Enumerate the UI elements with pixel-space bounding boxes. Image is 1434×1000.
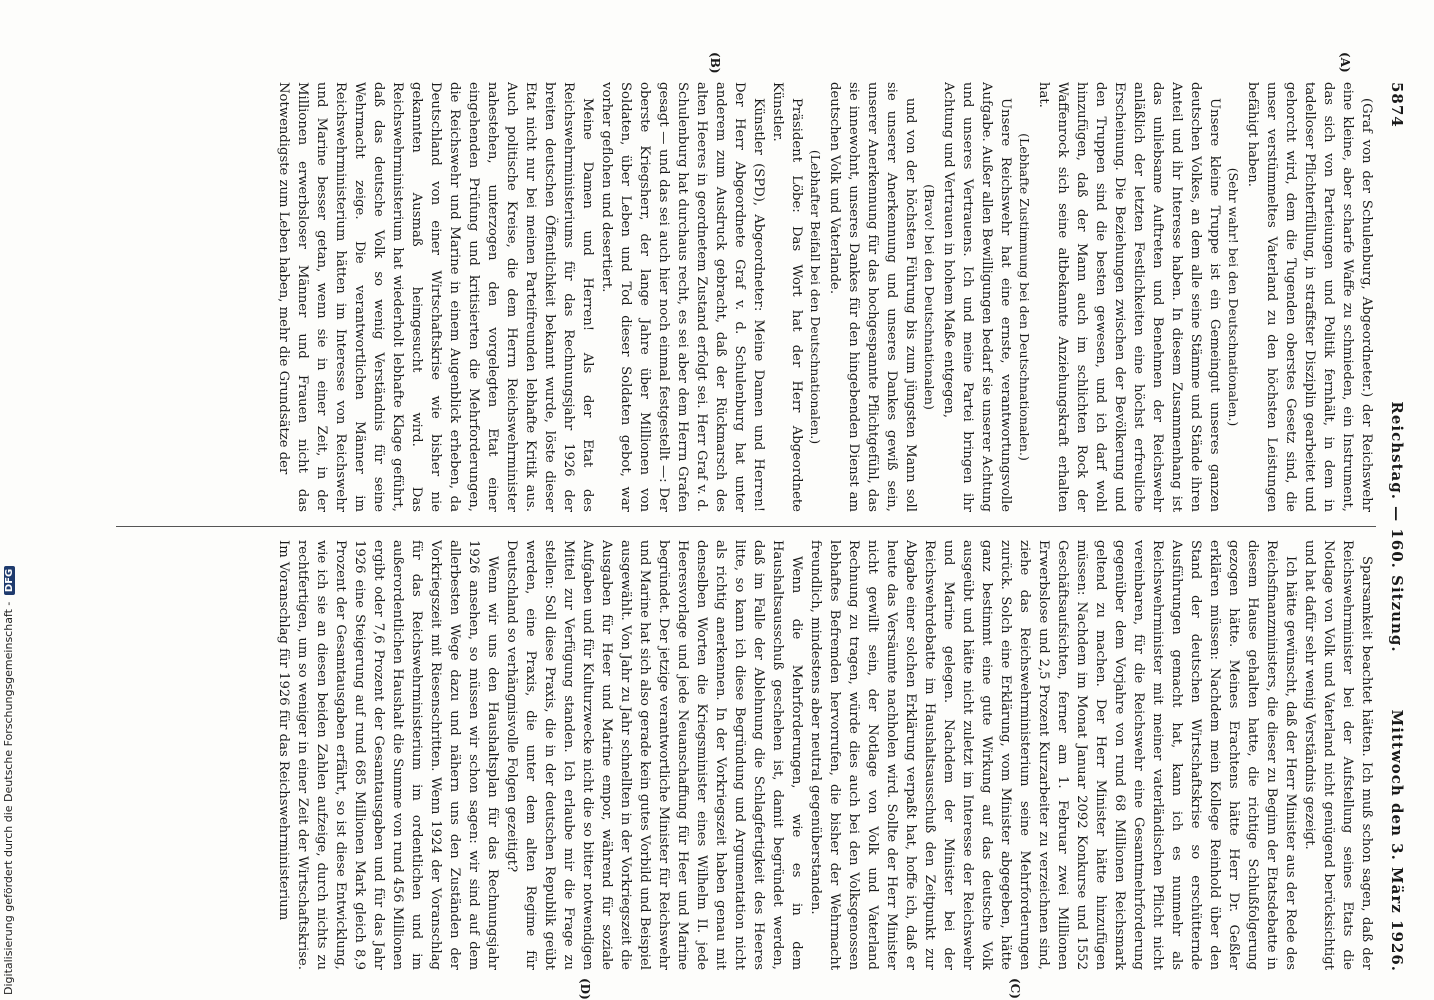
paragraph: (Graf von der Schulenburg, Abgeordneter.) der Reichswehr eine kleine, aber scharfe Waffe zu schmieden, ein Instrument, das sich von Parteiungen und Politik fernhält, in dem in tadelloser Pflichterfüllung, in straffster Disziplin gearbeitet und gehorcht wird, dem die Tugenden oberstes Gesetz sind, die unser verstümmeltes Vaterland zu den höchsten Leistungen befähigt haben. (1245, 82, 1374, 512)
paragraph: Wenn wir uns den Haushaltsplan für das Rechnungsjahr 1926 ansehen, so müssen wir schon sagen: wir sind auf dem allerbesten Wege dazu und nähern uns den Zuständen der Vorkriegszeit mit Riesenschritten. Wenn 1924 der Voranschlag für das Reichswehrministerium im ordentlichen und im außerordentlichen Haushalt die Summe von rund 456 Millionen ergibt oder 7,6 Prozent der Gesamtausgaben und für das Jahr 1926 eine Steigerung auf rund 685 Millionen Mark gleich 8,9 Prozent der Gesamtausgaben erfährt, so ist diese Entwicklung, wie ich sie an diesen beiden Zahlen aufzeige, durch nichts zu rechtfertigen, um so weniger in einer Zeit der Wirtschaftskrise. Im Voranschlag für 1926 für das Reichswehrministerium (276, 540, 500, 970)
rotated-page-content (112, 52, 1412, 1000)
paragraph: Wenn die Mehrforderungen, wie es in dem Haushaltsausschuß geschehen ist, damit begründet werden, daß im Falle der Ablehnung die Schlagfertigkeit des Heeres litte, so kann ich diese Begründung und Argumentation nicht als richtig anerkennen. In der Vorkriegszeit haben genau mit denselben Worten die Kriegsminister eines Wilhelm II. jede Heeresvorlage und jede Neuanschaffung für Heer und Marine begründet. Der jetzige verantwortliche Minister für Reichswehr und Marine hat sich also gerade kein gutes Vorbild und Beispiel ausgewählt. Von Jahr zu Jahr schnellten in der Vorkriegszeit die Ausgaben für Heer und Marine empor, während für soziale Aufgaben und für Kulturzwecke nicht die so bitter notwendigen Mittel zur Verfügung standen. Ich erlaube mir die Frage zu stellen: Soll diese Praxis, die in der deutschen Republik geübt werden, eine Praxis, die unter dem alten Regime für Deutschland so verhängnisvolle Folgen gezeitigt? (504, 540, 804, 970)
margin-marker-d: (D) (578, 978, 592, 1000)
paragraph: Sparsamkeit beachtet hätten. Ich muß schon sagen, daß der Reichswehrminister bei der Aufstellung seines Etats die Notlage von Volk und Vaterland nicht genügend berücksichtigt und hat dafür sehr wenig Verständnis gezeigt. (1302, 540, 1374, 970)
column-divider (116, 526, 1376, 527)
paragraph: und von der höchsten Führung bis zum jüngsten Mann soll sie unserer Anerkennung und unseres Dankes gewiß sein, unserer Anerkennung für das hochgespannte Pflichtgefühl, das sie innewohnt, unseres Dankes für den hingebenden Dienst am deutschen Volk und Vaterlande. (827, 82, 918, 512)
stage-direction: (Lebhafte Zustimmung bei den Deutschnationalen.) (1017, 133, 1032, 461)
paragraph: Ich hätte gewünscht, daß der Herr Minister aus der Rede des Reichsfinanzministers, die dieser zu Beginn der Etatsdebatte in diesem Hause gehalten hatte, die richtige Schlußfolgerung gezogen hätte. Meines Erachtens hätte Herr Dr. Geßler erklären müssen: Nachdem mein Kollege Reinhold über den Stand der deutschen Wirtschaftskrise so erschütternde Ausführungen gemacht hat, kann ich es nunmehr als Reichswehrminister mit meiner vaterländischen Pflicht nicht vereinbaren, für die Reichswehr eine Gesamtmehrforderung gegenüber dem Vorjahre von rund 68 Millionen Reichsmark geltend zu machen. Der Herr Minister hätte hinzufügen müssen: Nachdem im Monat Januar 2092 Konkurse und 1552 Geschäftsaufsichten, ferner am 1. Februar zwei Millionen Erwerbslose und 2,5 Prozent Kurzarbeiter zu verzeichnen sind, ziehe das Reichswehrministerium seine Mehrforderungen zurück. Solch eine Erklärung, vom Minister abgegeben, hätte ganz bestimmt eine gute Wirkung auf das deutsche Volk ausgeübt und hätte nicht zuletzt im Interesse der Reichswehr und Marine gelegen. Nachdem der Minister bei der Reichswehrdebatte im Haushaltsausschuß den Zeitpunkt zur Abgabe einer solchen Erklärung verpaßt hat, hoffe ich, daß er heute das Versäumte nachholen wird. Sollte der Herr Minister nicht gewillt sein, der Notlage von Volk und Vaterland Rechnung zu tragen, würde dies auch bei den Volksgenossen lebhaftes Befremden hervorrufen, die bisher der Wehrmacht freundlich, mindestens aber neutral gegenüberstanden. (808, 540, 1298, 970)
stage-direction: (Bravo! bei den Deutschnationalen) (922, 184, 937, 410)
margin-marker-b: (B) (708, 52, 722, 74)
footer-text: Digitalisierung gefördert durch die Deutsche Forschungsgemeinschaft - (2, 601, 15, 995)
page-number: 5874 (1388, 82, 1406, 128)
running-header (1380, 82, 1412, 972)
left-text-column (116, 82, 1376, 512)
stage-direction: (Sehr wahr! bei den Deutschnationalen.) (1226, 167, 1241, 427)
paragraph: Präsident Löbe: Das Wort hat der Herr Abgeordnete Künstler. (770, 82, 804, 512)
session-date: Mittwoch den 3. März 1926. (1388, 709, 1406, 972)
right-text-column (116, 540, 1376, 970)
margin-marker-a: (A) (1338, 52, 1352, 73)
paragraph: Künstler (SPD), Abgeordneter: Meine Damen und Herren! Der Herr Abgeordnete Graf v. d. Schulenburg hat unter anderem zum Ausdruck gebracht, daß der Rückmarsch des alten Heeres in geordnetem Zustand erfolgt sei. Herr Graf v. d. Schulenburg hat durchaus recht, es sei aber dem Herrn Grafen gesagt — und das sei auch hier noch einmal festgestellt —: Der oberste Kriegsherr, der lange Jahre über Millionen von Soldaten, über Leben und Tod dieser Soldaten gebot, war vorher geflohen und desertiert. (599, 82, 766, 512)
stage-direction: (Lebhafter Beifall bei den Deutschnationalen.) (808, 149, 823, 445)
margin-marker-c: (C) (1008, 978, 1022, 999)
paragraph: Unsere kleine Truppe ist ein Gemeingut unseres ganzen deutschen Volkes, an dem alle seine Stämme und Stände ihren Anteil und ihr Interesse haben. In diesem Zusammenhang ist das unliebsame Auftreten und Benehmen der Reichswehr anläßlich der letzten Festlichkeiten eine höchst erfreuliche Erscheinung. Die Beziehungen zwischen der Bevölkerung und den Truppen sind die besten gewesen, und ich darf wohl hinzufügen, daß der Mann auch im schlichten Rock der Waffenrock sich seine altbekannte Anziehungskraft erhalten hat. (1036, 82, 1222, 512)
dfg-logo: DFG (4, 566, 15, 595)
digitization-footer (2, 568, 20, 995)
paragraph: Meine Damen und Herren! Als der Etat des Reichswehrministeriums für das Rechnungsjahr 1926 der breiten deutschen Öffentlichkeit bekannt wurde, löste dieser Etat nicht nur bei meinen Parteifreunden lebhafte Kritik aus. Auch politische Kreise, die dem Herrn Reichswehrminister nahestehen, unterzogen den vorgelegten Etat einer eingehenden Prüfung und kritisierten die Mehrforderungen, die Reichswehr und Marine in einem Augenblick erheben, da Deutschland von einer Wirtschaftskrise wie bisher nie gekannten Ausmaß heimgesucht wird. Das Reichswehrministerium hat wiederholt lebhafte Klage geführt, daß das deutsche Volk so wenig Verständnis für seine Wehrmacht zeige. Die verantwortlichen Männer im Reichswehrministerium hätten im Interesse von Reichswehr und Marine besser getan, wenn sie in einer Zeit, in der Millionen erwerbsloser Männer und Frauen nicht das Notwendigste zum Leben haben, mehr die Grundsätze der (276, 82, 595, 512)
paragraph: Unsere Reichswehr hat eine ernste, verantwortungsvolle Aufgabe. Außer allen Bewilligungen bedarf sie unserer Achtung und unseres Vertrauens. Ich und meine Partei bringen ihr Achtung und Vertrauen in hohem Maße entgegen, (941, 82, 1013, 512)
session-title: Reichstag. — 160. Sitzung. (1388, 401, 1406, 653)
